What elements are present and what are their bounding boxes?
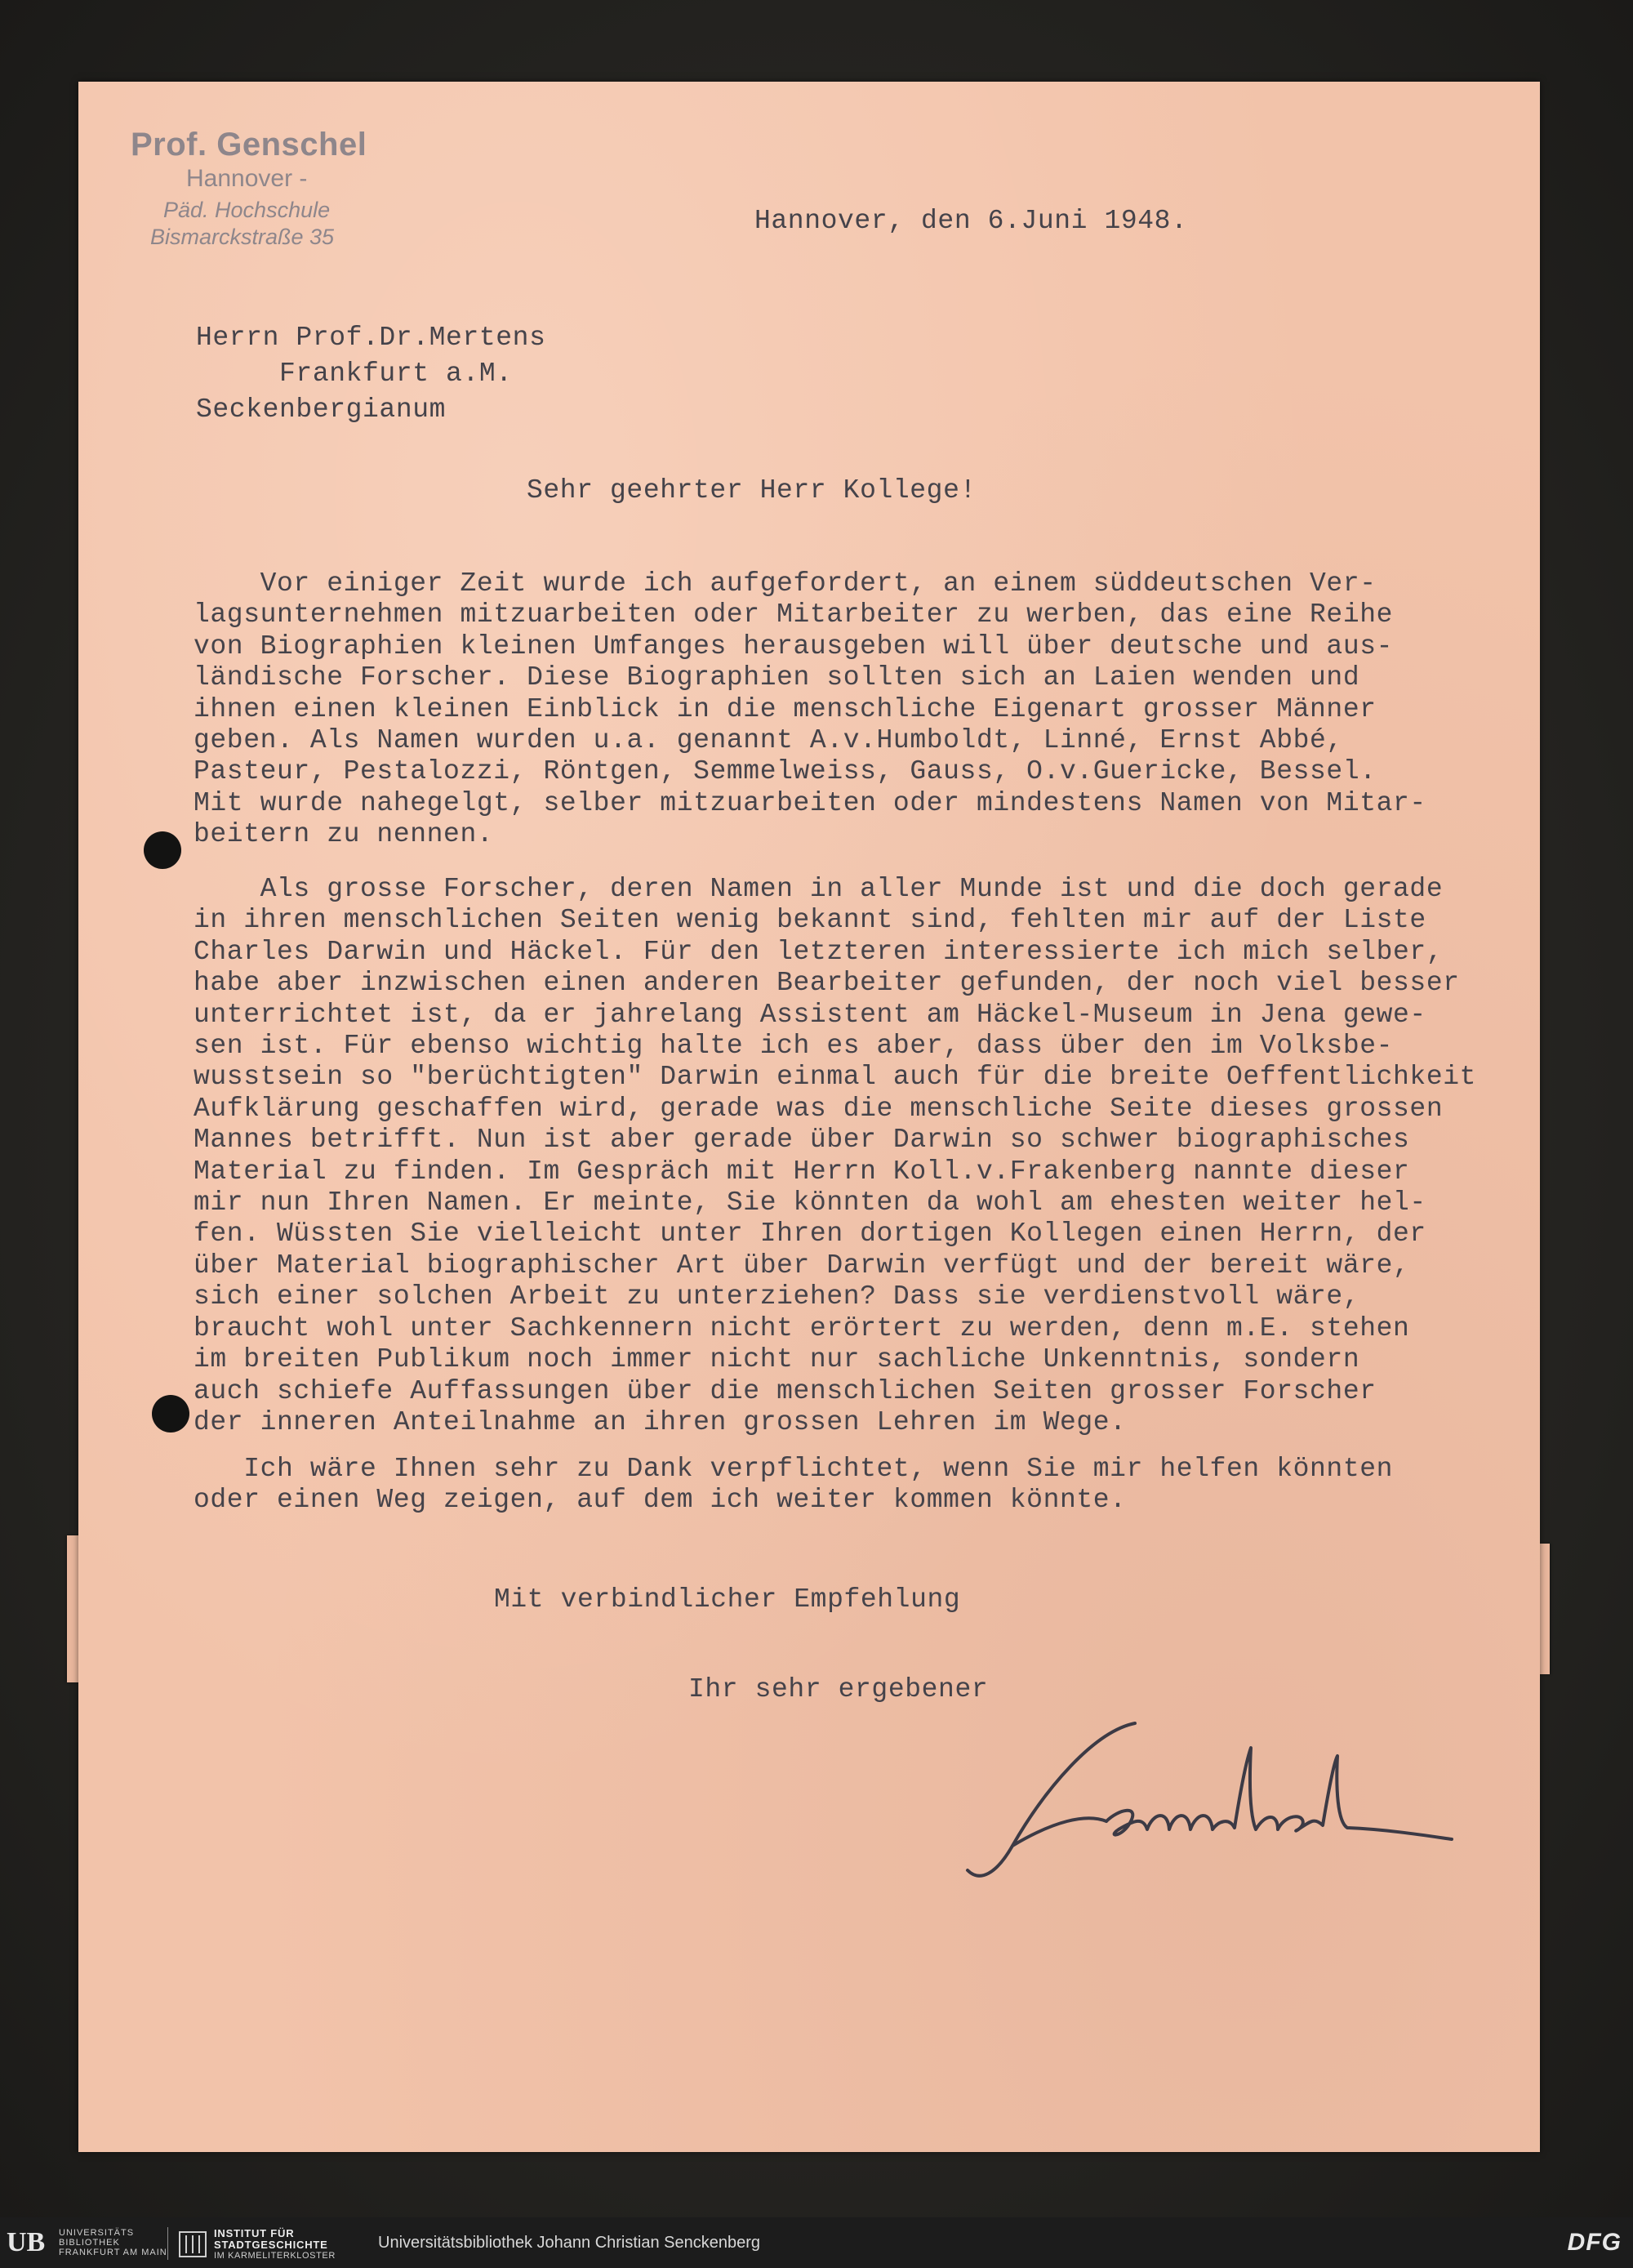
inst-line-3: IM KARMELITERKLOSTER: [214, 2251, 336, 2261]
regards-line: Ihr sehr ergebener: [688, 1674, 989, 1704]
punch-hole-top: [144, 831, 181, 869]
inst-line-2: STADTGESCHICHTE: [214, 2239, 328, 2251]
salutation: Sehr geehrter Herr Kollege!: [527, 475, 977, 506]
institute-building-icon: [176, 2227, 209, 2260]
stamp-name: Prof. Genschel: [131, 127, 367, 163]
ub-name: [59, 2228, 167, 2257]
recipient-line-1: Herrn Prof.Dr.Mertens: [196, 323, 546, 353]
letterhead-stamp: [131, 127, 400, 250]
closing-line: Mit verbindlicher Empfehlung: [494, 1584, 961, 1615]
ub-line-1: UNIVERSITÄTS: [59, 2228, 135, 2238]
body-paragraph-3: Ich wäre Ihnen sehr zu Dank verpflichtet, wenn Sie mir helfen könnten oder einen Weg zeigen, auf dem ich weiter kommen könnte.: [194, 1454, 1394, 1516]
stamp-institution: Päd. Hochschule: [163, 198, 331, 222]
stamp-city: Hannover -: [186, 165, 308, 192]
footer-divider: [167, 2227, 168, 2260]
institute-name: [214, 2228, 336, 2261]
library-name: Universitätsbibliothek Johann Christian Senckenberg: [378, 2234, 761, 2252]
ub-line-3: FRANKFURT AM MAIN: [59, 2248, 167, 2257]
recipient-address: [196, 320, 545, 428]
dfg-logo: DFG: [1567, 2229, 1622, 2256]
stamp-street: Bismarckstraße 35: [150, 225, 335, 249]
recipient-line-2: Frankfurt a.M.: [196, 359, 513, 389]
ub-logo: UB: [7, 2227, 46, 2257]
dateline: Hannover, den 6.Juni 1948.: [754, 206, 1188, 236]
inst-line-1: INSTITUT FÜR: [214, 2227, 295, 2239]
punch-hole-bottom: [152, 1395, 189, 1433]
archive-footer-bar: [0, 2217, 1633, 2268]
body-paragraph-2: Als grosse Forscher, deren Namen in aller Munde ist und die doch gerade in ihren menschlichen Seiten wenig bekannt sind, fehlten mir auf der Liste Charles Darwin und Häckel. Für den letzteren interessierte ich mich selber, habe aber inzwischen einen anderen Bearbeiter gefunden, der noch viel besser unterrichtet ist, da er jahrelang Assistent am Häckel-Museum in Jena gewe- sen ist. Für ebenso wichtig halte ich es aber, dass über den im Volksbe- wusstsein so "berüchtigten" Darwin einmal auch für die breite Oeffentlichkeit Aufklärung geschaffen wird, gerade was die menschliche Seite dieses grossen Mannes betrifft. Nun ist aber gerade über Darwin so schwer biographisches Material zu finden. Im Gespräch mit Herrn Koll.v.Frakenberg nannte dieser mir nun Ihren Namen. Er meinte, Sie könnten da wohl am ehesten weiter hel- fen. Wüssten Sie vielleicht unter Ihren dortigen Kollegen einen Herrn, der über Material biographischer Art über Darwin verfügt und der bereit wäre, sich einer solchen Arbeit zu unterziehen? Dass sie verdienstvoll wäre, braucht wohl unter Sachkennern nicht erörtert zu werden, denn m.E. stehen im breiten Publikum noch immer nicht nur sachliche Unkenntnis, sondern auch schiefe Auffassungen über die menschlichen Seiten grosser Forscher der inneren Anteilnahme an ihren grossen Lehren im Wege.: [194, 874, 1477, 1437]
body-paragraph-1: Vor einiger Zeit wurde ich aufgefordert, an einem süddeutschen Ver- lagsunternehmen mitzuarbeiten oder Mitarbeiter zu werben, das eine Reihe von Biographien kleinen Umfanges herausgeben will über deutsche und aus- ländische Forscher. Diese Biographien sollten sich an Laien wenden und ihnen einen kleinen Einblick in die menschliche Eigenart grosser Männer geben. Als Namen wurden u.a. genannt A.v.Humboldt, Linné, Ernst Abbé, Pasteur, Pestalozzi, Röntgen, Semmelweiss, Gauss, O.v.Guericke, Bessel. Mit wurde nahegelgt, selber mitzuarbeiten oder mindestens Namen von Mitar- beitern zu nennen.: [194, 568, 1426, 850]
ub-line-2: BIBLIOTHEK: [59, 2238, 120, 2248]
recipient-line-3: Seckenbergianum: [196, 394, 447, 425]
handwritten-signature: [963, 1699, 1453, 1895]
